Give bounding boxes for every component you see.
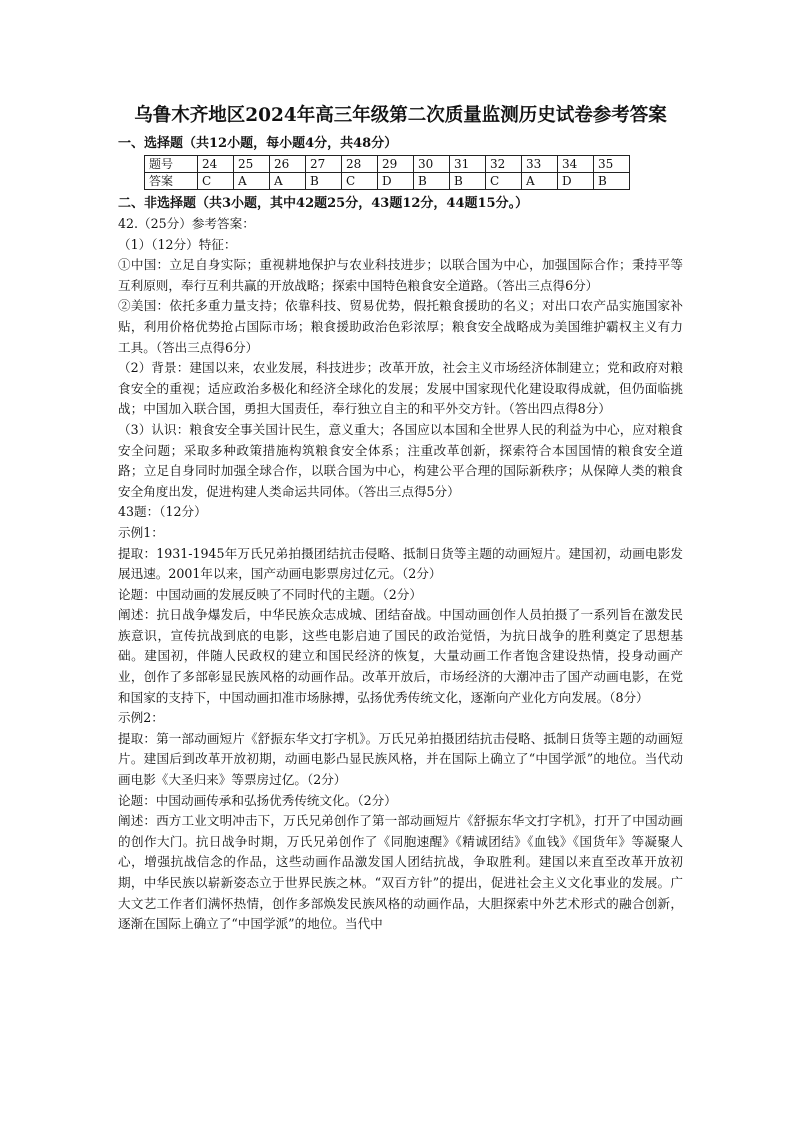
q43-example1-extract: 提取：1931-1945年万氏兄弟拍摄团结抗击侵略、抵制日货等主题的动画短片。建国初，动画电影发展迅速。2001年以来，国产动画电影票房过亿元。（2分）	[118, 545, 683, 582]
answer-cell: B	[414, 173, 450, 190]
section-non-choice-heading: 二、非选择题（共3小题，其中42题25分，43题12分，44题15分。）	[118, 196, 529, 211]
q43-example1-thesis: 论题：中国动画的发展反映了不同时代的主题。（2分）	[118, 586, 422, 602]
question-number-cell: 29	[378, 156, 414, 173]
question-number-cell: 31	[450, 156, 486, 173]
q42-header: 42.（25分）参考答案：	[118, 216, 255, 231]
question-number-cell: 25	[234, 156, 270, 173]
q43-example1-label: 示例1：	[118, 524, 164, 540]
answer-cell: C	[198, 173, 234, 190]
question-number-cell: 32	[486, 156, 522, 173]
q42-china-features: ①中国：立足自身实际；重视耕地保护与农业科技进步；以联合国为中心，加强国际合作；秉持平等互利原则，奉行互利共赢的开放战略；探索中国特色粮食安全道路。（答出三点得6分）	[118, 257, 683, 293]
question-number-cell: 27	[306, 156, 342, 173]
answer-cell: A	[270, 173, 306, 190]
question-number-label: 题号	[145, 156, 198, 173]
answer-cell: A	[234, 173, 270, 190]
question-number-cell: 33	[522, 156, 558, 173]
answer-cell: B	[450, 173, 486, 190]
q43-example1-argument: 阐述：抗日战争爆发后，中华民族众志成城、团结奋战。中国动画创作人员拍摄了一系列旨在激发民族意识，宣传抗战到底的电影，这些电影启迪了国民的政治觉悟，为抗日战争的胜利奠定了思想基础。建国初，伴随人民政权的建立和国民经济的恢复，大量动画工作者饱含建设热情，投身动画产业，创作了多部彰显民族风格的动画作品。改革开放后，市场经济的大潮冲击了国产动画电影，在党和国家的支持下，中国动画扣准市场脉搏，弘扬优秀传统文化，逐渐向产业化方向发展。（8分）	[118, 607, 683, 705]
question-number-cell: 34	[558, 156, 594, 173]
answer-cell: A	[522, 173, 558, 190]
question-number-cell: 26	[270, 156, 306, 173]
q43-header: 43题：（12分）	[118, 504, 207, 520]
q42-part3-understanding: （3）认识：粮食安全事关国计民生，意义重大；各国应以本国和全世界人民的利益为中心，应对粮食安全问题；采取多种政策措施构筑粮食安全体系；注重改革创新，探索符合本国国情的粮食安全道路；立足自身同时加强全球合作，以联合国为中心，构建公平合理的国际新秩序；从保障人类的粮食安全角度出发，促进构建人类命运共同体。（答出三点得5分）	[118, 421, 683, 499]
answer-cell: C	[342, 173, 378, 190]
question-number-cell: 24	[198, 156, 234, 173]
table-row	[145, 156, 630, 173]
question-number-cell: 35	[594, 156, 630, 173]
table-row	[145, 173, 630, 190]
q43-example2-argument: 阐述：西方工业文明冲击下，万氏兄弟创作了第一部动画短片《舒振东华文打字机》，打开了中国动画的创作大门。抗日战争时期，万氏兄弟创作了《同胞速醒》《精诚团结》《血钱》《国货年》等凝聚人心，增强抗战信念的作品，这些动画作品激发国人团结抗战，争取胜利。建国以来直至改革开放初期，中华民族以崭新姿态立于世界民族之林。“双百方针”的提出，促进社会主义文化事业的发展。广大文艺工作者们满怀热情，创作多部焕发民族风格的动画作品，大胆探索中外艺术形式的融合创新，逐渐在国际上确立了“中国学派”的地位。当代中	[118, 813, 683, 932]
q42-part1-label: （1）（12分）特征：	[118, 236, 237, 252]
q43-example2-extract: 提取：第一部动画短片《舒振东华文打字机》。万氏兄弟拍摄团结抗击侵略、抵制日货等主题的动画短片。建国后到改革开放初期，动画电影凸显民族风格，并在国际上确立了“中国学派”的地位。当代动画电影《大圣归来》等票房过亿。（2分）	[118, 730, 683, 788]
answer-cell: D	[378, 173, 414, 190]
answer-label: 答案	[145, 173, 198, 190]
answer-cell: D	[558, 173, 594, 190]
answer-sheet-page	[118, 103, 683, 935]
q42-part2-background: （2）背景：建国以来，农业发展，科技进步；改革开放，社会主义市场经济体制建立；党和政府对粮食安全的重视；适应政治多极化和经济全球化的发展；发展中国家现代化建设取得成就，但仍面临挑战；中国加入联合国，勇担大国责任，奉行独立自主的和平外交方针。（答出四点得8分）	[118, 360, 683, 417]
answer-cell: B	[306, 173, 342, 190]
answer-cell: B	[594, 173, 630, 190]
answer-cell: C	[486, 173, 522, 190]
document-title: 乌鲁木齐地区2024年高三年级第二次质量监测历史试卷参考答案	[134, 105, 667, 126]
q43-example2-label: 示例2：	[118, 710, 164, 726]
section-multiple-choice-heading: 一、选择题（共12小题，每小题4分，共48分）	[118, 136, 398, 151]
question-number-cell: 28	[342, 156, 378, 173]
question-number-cell: 30	[414, 156, 450, 173]
answer-key-table	[144, 155, 630, 190]
q42-usa-features: ②美国：依托多重力量支持；依靠科技、贸易优势，假托粮食援助的名义；对出口农产品实施国家补贴，利用价格优势抢占国际市场；粮食援助政治色彩浓厚；粮食安全战略成为美国维护霸权主义有力工具。（答出三点得6分）	[118, 298, 683, 355]
q43-example2-thesis: 论题：中国动画传承和弘扬优秀传统文化。（2分）	[118, 792, 397, 808]
